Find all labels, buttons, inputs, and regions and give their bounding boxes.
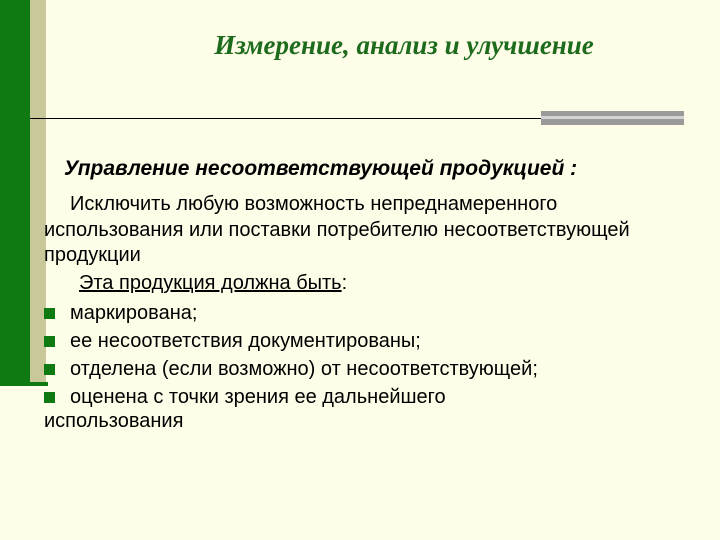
list-item [44,385,694,433]
slide-title: Измерение, анализ и улучшение [214,30,594,60]
list-intro-text: Эта продукция должна быть [79,272,342,295]
requirements-list [44,301,694,433]
list-item [44,329,694,353]
list-item-text: оценена с точки зрения ее дальнейшего [70,385,446,408]
bullet-square-icon [44,392,55,403]
body-paragraph: Исключить любую возможность непреднамеренного использования или поставки потребителю несоответствующей продукции [44,193,630,267]
section-heading: Управление несоответствующей продукцией : [64,157,578,180]
list-item-text: отделена (если возможно) от несоответствующей; [70,357,538,380]
left-accent-bar [0,0,30,382]
list-item [44,357,694,381]
list-intro-colon: : [341,272,348,295]
bullet-square-icon [44,308,55,319]
list-item [44,301,694,325]
slide-content [44,155,694,433]
bullet-square-icon [44,336,55,347]
list-item-text: ее несоответствия документированы; [70,329,421,352]
list-intro [44,271,694,297]
bullet-square-icon [44,364,55,375]
list-item-text: маркирована; [70,301,198,324]
list-item-continuation: использования [44,409,184,432]
accent-underline [0,382,48,386]
divider-accent [541,111,684,125]
